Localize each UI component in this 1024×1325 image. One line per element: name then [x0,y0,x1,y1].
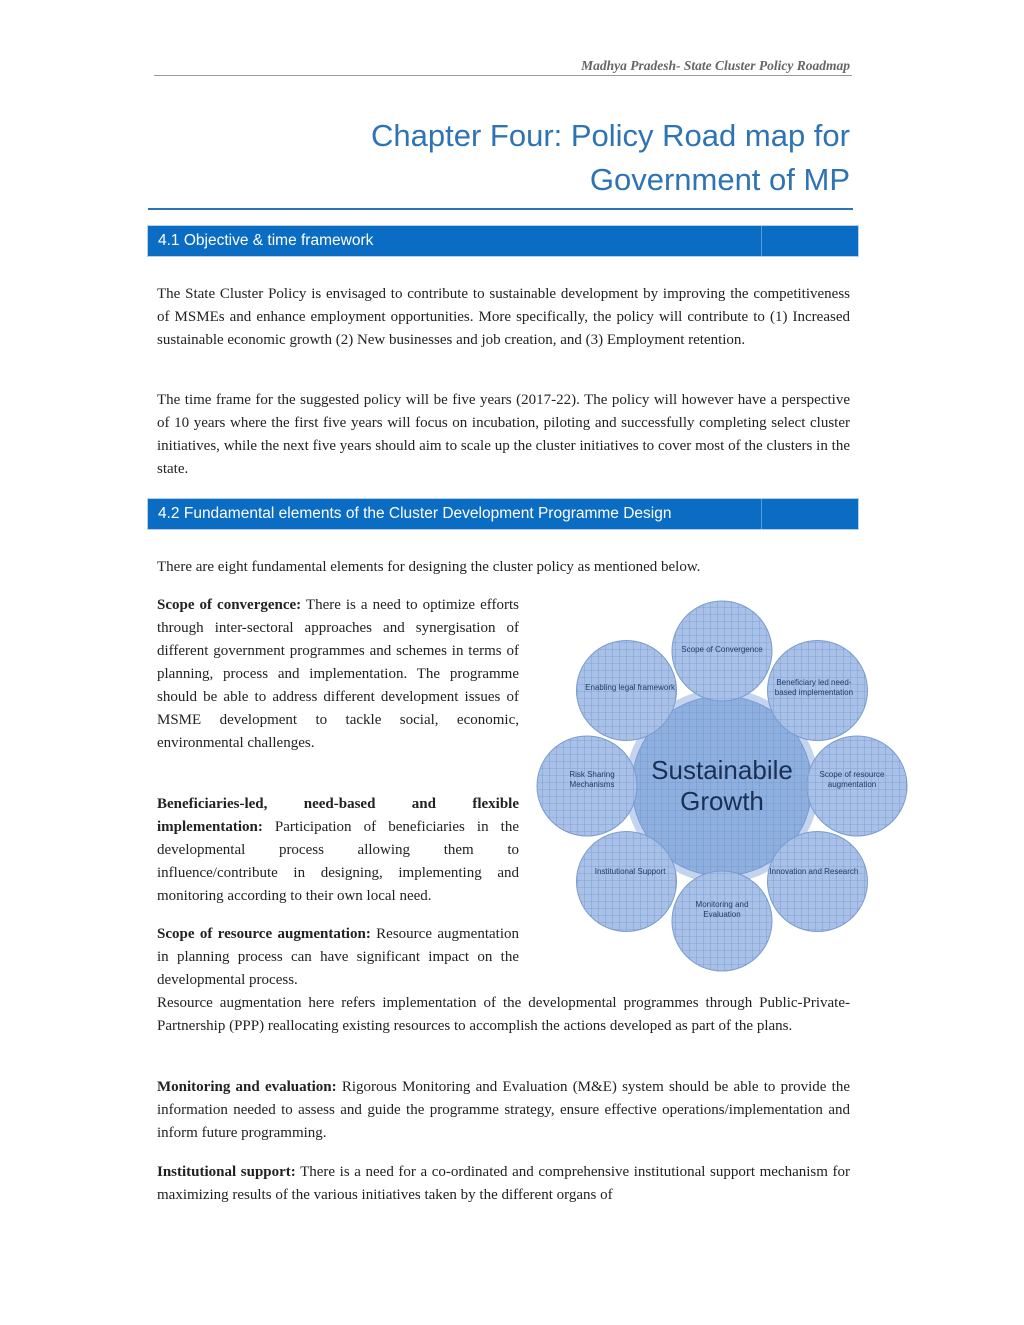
header-divider [154,75,852,76]
elements-intro: There are eight fundamental elements for designing the cluster policy as mentioned below. [157,559,701,575]
heading-divider [761,499,762,529]
convergence-title: Scope of convergence: [157,597,302,613]
beneficiaries-text: Participation of beneficiaries in the developmental process allowing them to influence/contribute in designing, implementing and monitoring according to their own local need. [157,819,519,904]
timeframe-paragraph: The time frame for the suggested policy will be five years (2017-22). The policy will however have a perspective of 10 years where the first five years will focus on incubation, piloting and successfully completing select cluster initiatives, while the next five years should aim to scale up the cluster initiatives to cover most of the clusters in the state. [157,392,850,477]
section-heading-4-2-text: 4.2 Fundamental elements of the Cluster Development Programme Design [158,505,672,522]
node-circle-institutional-support [577,832,677,932]
institutional-text: There is a need for a co-ordinated and comprehensive institutional support mechanism for maximizing results of the various initiatives taken by the different organs of [157,1164,850,1203]
monitoring-paragraph [157,1076,850,1145]
node-label-resource-augmentation: Scope of resource augmentation [819,770,885,789]
institutional-title: Institutional support: [157,1164,296,1180]
monitoring-text: Rigorous Monitoring and Evaluation (M&E) system should be able to provide the information needed to assess and guide the programme strategy, ensure effective operations/implementation and inform future programming. [157,1079,850,1141]
beneficiaries-title: Beneficiaries-led, need-based and flexible implementation: [157,796,519,835]
institutional-paragraph [157,1161,850,1207]
cluster-elements-diagram [535,600,910,975]
node-label-institutional-support: Institutional Support [594,866,666,876]
resource-paragraph [157,923,519,992]
running-header: Madhya Pradesh- State Cluster Policy Roadmap [581,58,850,73]
node-label-enabling-legal-framework: Enabling legal framework [585,683,675,693]
title-divider [148,208,853,210]
node-label-innovation-research: Innovation and Research [769,866,859,876]
node-label-scope-of-convergence: Scope of Convergence [681,645,763,654]
heading-divider [761,226,762,256]
resource-text: Resource augmentation in planning process can have significant impact on the developmental process. [157,926,519,988]
resource-paragraph-continued: Resource augmentation here refers implementation of the developmental programmes through Public-Private-Partnership (PPP) reallocating existing resources to accomplish the actions developed as part of the plans. [157,995,850,1034]
node-label-monitoring-evaluation: Monitoring and Evaluation [695,900,749,919]
objective-paragraph: The State Cluster Policy is envisaged to contribute to sustainable development by improving the competitiveness of MSMEs and enhance employment opportunities. More specifically, the policy will contribute to (1) Increased sustainable economic growth (2) New businesses and job creation, and (3) Employment retention. [157,286,850,348]
chapter-title-line1: Chapter Four: Policy Road map for [371,118,850,153]
resource-title: Scope of resource augmentation: [157,926,371,942]
section-heading-4-1 [147,225,859,257]
monitoring-title: Monitoring and evaluation: [157,1079,337,1095]
node-label-risk-sharing: Risk Sharing Mechanisms [569,770,615,789]
node-label-beneficiary-led: Beneficiary led need-based implementation [774,678,854,698]
node-circle-monitoring-evaluation [672,871,772,971]
beneficiaries-paragraph [157,793,519,908]
chapter-title [300,114,850,202]
node-circle-innovation-research [768,832,868,932]
convergence-paragraph [157,594,519,755]
chapter-title-line2: Government of MP [589,162,850,197]
section-heading-4-2 [147,498,859,530]
center-label: Sustainabile Growth [651,755,793,816]
convergence-text: There is a need to optimize efforts through inter-sectoral approaches and synergisation of different government programmes and schemes in terms of planning, process and implementation. The programme should be able to address different development issues of MSME development to tackle social, economic, environmental challenges. [157,597,519,751]
section-heading-4-1-text: 4.1 Objective & time framework [158,232,374,249]
